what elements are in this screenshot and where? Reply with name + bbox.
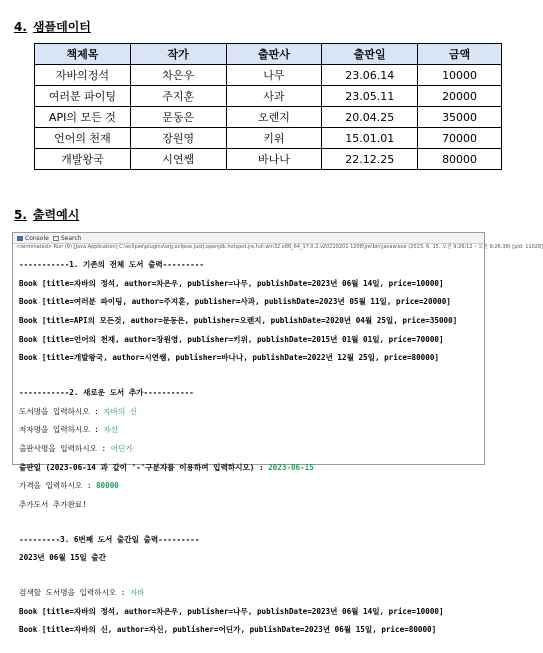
section-number: 5. — [14, 208, 27, 222]
search-icon — [53, 236, 59, 241]
table-cell: API의 모든 것 — [35, 107, 131, 128]
console-output — [13, 251, 484, 653]
section-title: 샘플데이터 — [32, 20, 91, 34]
user-input-text: 80000 — [95, 481, 119, 491]
user-input-text: 자신 — [103, 425, 118, 435]
user-input-text: 자바의 신 — [103, 406, 138, 416]
table-cell: 주지훈 — [130, 86, 226, 107]
table-cell: 23.05.11 — [322, 86, 418, 107]
tab-console-label: Console — [25, 234, 49, 242]
output-line — [19, 444, 484, 453]
prompt-text: 출판사명을 입력하시오 : — [19, 443, 111, 453]
output-line — [19, 407, 484, 416]
output-line — [19, 481, 484, 490]
output-line — [19, 463, 484, 472]
table-row — [35, 107, 502, 128]
column-header: 출판일 — [322, 44, 418, 65]
table-cell: 시연쌤 — [130, 149, 226, 170]
table-cell: 개발왕국 — [35, 149, 131, 170]
column-header: 책제목 — [35, 44, 131, 65]
table-cell: 차은우 — [130, 65, 226, 86]
table-cell: 35000 — [418, 107, 502, 128]
table-cell: 15.01.01 — [322, 128, 418, 149]
section-number: 4. — [14, 20, 27, 34]
prompt-text: 가격을 입력하시오 : — [19, 481, 96, 491]
tab-console[interactable] — [17, 235, 49, 242]
output-line: Book [title=자바의 정석, author=차은우, publisher=나무, publishDate=2023년 06월 14일, price=10000] — [19, 606, 444, 616]
console-window — [12, 232, 543, 635]
output-line: 2023년 06월 15일 출간 — [19, 553, 106, 563]
output-line: Book [title=자바의 신, author=자신, publisher=어딘가, publishDate=2023년 06월 15일, price=80000] — [19, 625, 437, 635]
output-line: Book [title=API의 모든것, author=문동은, publisher=오렌지, publishDate=2020년 04월 25일, price=35000] — [19, 316, 458, 326]
section-title: 출력예시 — [32, 208, 80, 222]
output-line: Book [title=언어의 천재, author=장원영, publisher=키위, publishDate=2015년 01월 01일, price=70000] — [19, 334, 444, 344]
table-cell: 나무 — [226, 65, 322, 86]
table-row — [35, 149, 502, 170]
table-cell: 장원영 — [130, 128, 226, 149]
output-line: Book [title=개발왕국, author=시연쌤, publisher=바나나, publishDate=2022년 12월 25일, price=80000] — [19, 353, 439, 363]
column-header: 출판사 — [226, 44, 322, 65]
prompt-text: 검색할 도서명을 입력하시오 : — [19, 588, 130, 598]
section-4-heading — [14, 18, 91, 35]
output-line: -----------2. 새로운 도서 추가----------- — [19, 388, 194, 398]
output-line: ---------3. 6번째 도서 출간일 출력--------- — [19, 534, 200, 544]
output-line: -----------1. 기존의 전체 도서 출력--------- — [19, 260, 204, 270]
table-cell: 10000 — [418, 65, 502, 86]
prompt-text: 출판일 (2023-06-14 과 같이 '-'구분자를 이용하여 입력하시오) : — [19, 462, 269, 472]
table-cell: 80000 — [418, 149, 502, 170]
table-cell: 20.04.25 — [322, 107, 418, 128]
table-cell: 23.06.14 — [322, 65, 418, 86]
user-input-text: 2023-06-15 — [268, 462, 314, 472]
user-input-text: 자바 — [129, 588, 145, 598]
table-cell: 바나나 — [226, 149, 322, 170]
tab-search[interactable] — [53, 235, 82, 242]
output-line — [19, 588, 484, 597]
table-cell: 사과 — [226, 86, 322, 107]
table-cell: 여러분 파이팅 — [35, 86, 131, 107]
user-input-text: 어딘가 — [110, 443, 133, 453]
sample-data-table — [34, 43, 502, 170]
table-header-row — [35, 44, 502, 65]
table-cell: 22.12.25 — [322, 149, 418, 170]
console-tab-bar — [13, 233, 484, 244]
table-row — [35, 65, 502, 86]
prompt-text: 도서명을 입력하시오 : — [19, 406, 104, 416]
table-cell: 키위 — [226, 128, 322, 149]
prompt-text: 저자명을 입력하시오 : — [19, 425, 104, 435]
output-line: Book [title=여러분 파이팅, author=주지훈, publisher=사과, publishDate=2023년 05월 11일, price=20000] — [19, 297, 451, 307]
console-icon — [17, 236, 23, 241]
column-header: 작가 — [130, 44, 226, 65]
table-cell: 20000 — [418, 86, 502, 107]
table-cell: 자바의정석 — [35, 65, 131, 86]
table-cell: 언어의 천재 — [35, 128, 131, 149]
output-line — [19, 425, 484, 434]
tab-search-label: Search — [60, 234, 82, 242]
table-cell: 70000 — [418, 128, 502, 149]
console-process-path: <terminated> Run (9) [Java Application] C:\eclipse\plugins\org.eclipse.justj.openjdk.hotspot.jre.full.win32.x86_64_17.0.2.v20220201-1208\jre\bin\javaw.exe (2023. 6. 15. 오전 9:26:12 – 오전 9:26:38) [pid: 11028] — [16, 244, 543, 250]
table-cell: 오렌지 — [226, 107, 322, 128]
table-row — [35, 86, 502, 107]
output-line: 추가도서 추가완료! — [19, 499, 87, 509]
section-5-heading — [14, 206, 79, 223]
output-line: Book [title=자바의 정석, author=차은우, publisher=나무, publishDate=2023년 06월 14일, price=10000] — [19, 278, 444, 288]
column-header: 금액 — [418, 44, 502, 65]
table-row — [35, 128, 502, 149]
table-cell: 문동은 — [130, 107, 226, 128]
